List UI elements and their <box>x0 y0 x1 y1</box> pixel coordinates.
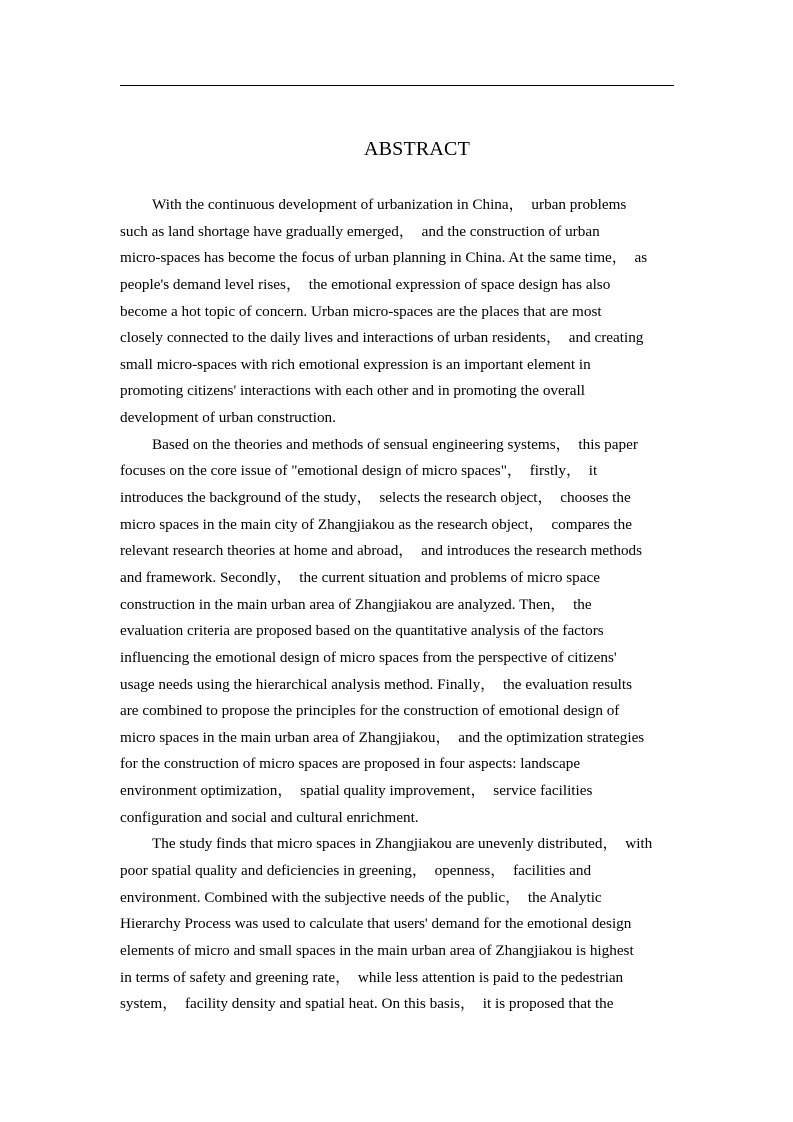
text-line: relevant research theories at home and abroad， and introduces the research methods <box>120 542 643 560</box>
text-line: environment. Combined with the subjective needs of the public， the Analytic <box>120 888 602 906</box>
text-line: Based on the theories and methods of sensual engineering systems， this paper <box>152 435 638 453</box>
text-line: for the construction of micro spaces are proposed in four aspects: landscape <box>120 755 581 773</box>
text-line: become a hot topic of concern. Urban micro-spaces are the places that are most <box>120 302 602 320</box>
text-line: are combined to propose the principles for the construction of emotional design of <box>120 702 620 720</box>
text-line: and framework. Secondly， the current situation and problems of micro space <box>120 568 600 586</box>
text-line: micro spaces in the main city of Zhangjiakou as the research object， compares the <box>120 515 632 533</box>
text-line: poor spatial quality and deficiencies in greening， openness， facilities and <box>120 862 592 880</box>
text-line: elements of micro and small spaces in the main urban area of Zhangjiakou is highest <box>120 941 634 959</box>
text-line: focuses on the core issue of "emotional design of micro spaces"， firstly， it <box>120 462 598 480</box>
abstract-body <box>120 192 676 1018</box>
text-line: closely connected to the daily lives and interactions of urban residents， and creating <box>120 329 644 347</box>
text-line: people's demand level rises， the emotional expression of space design has also <box>120 275 611 293</box>
text-line: influencing the emotional design of micro spaces from the perspective of citizens' <box>120 648 617 666</box>
abstract-title: ABSTRACT <box>363 138 471 160</box>
text-line: evaluation criteria are proposed based on the quantitative analysis of the factors <box>120 622 604 640</box>
header-rule <box>120 85 674 86</box>
text-line: development of urban construction. <box>120 409 336 427</box>
text-line: The study finds that micro spaces in Zhangjiakou are unevenly distributed， with <box>152 835 653 853</box>
text-line: system， facility density and spatial heat. On this basis， it is proposed that the <box>120 995 614 1013</box>
text-line: such as land shortage have gradually emerged， and the construction of urban <box>120 222 600 240</box>
text-line: introduces the background of the study， selects the research object， chooses the <box>120 489 631 507</box>
text-line: With the continuous development of urbanization in China， urban problems <box>152 196 627 213</box>
text-line: construction in the main urban area of Zhangjiakou are analyzed. Then， the <box>120 595 592 613</box>
text-line: usage needs using the hierarchical analysis method. Finally， the evaluation results <box>120 675 633 693</box>
text-line: micro-spaces has become the focus of urban planning in China. At the same time， as <box>120 249 648 267</box>
text-line: small micro-spaces with rich emotional expression is an important element in <box>120 355 591 373</box>
text-line: promoting citizens' interactions with each other and in promoting the overall <box>120 382 585 400</box>
text-line: micro spaces in the main urban area of Zhangjiakou， and the optimization strategies <box>120 728 645 746</box>
text-line: environment optimization， spatial quality improvement， service facilities <box>120 782 593 800</box>
text-line: in terms of safety and greening rate， while less attention is paid to the pedestrian <box>120 968 624 986</box>
text-line: configuration and social and cultural enrichment. <box>120 808 419 826</box>
text-line: Hierarchy Process was used to calculate that users' demand for the emotional design <box>120 915 632 933</box>
